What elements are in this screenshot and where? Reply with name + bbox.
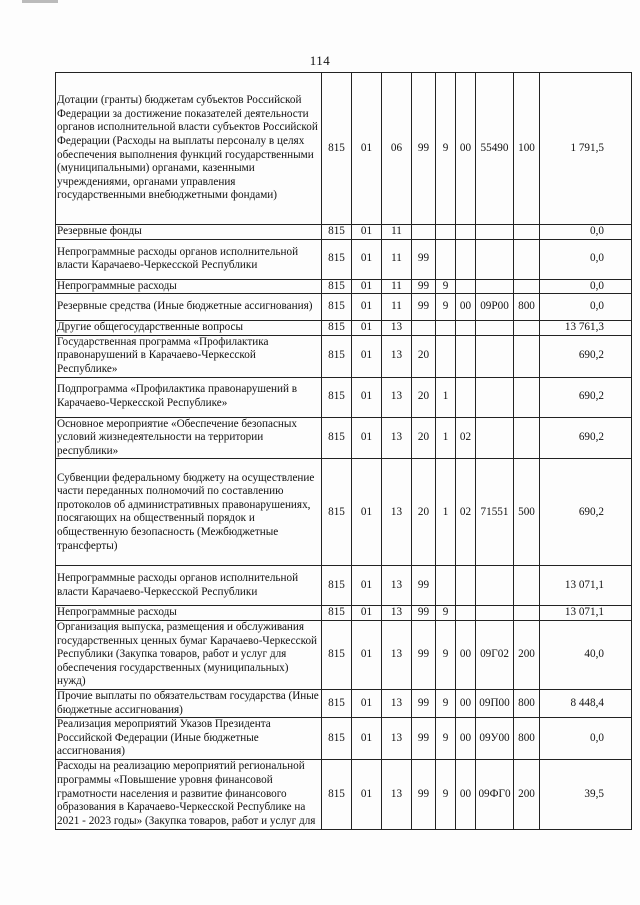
amount-cell: 0,0 (540, 239, 632, 279)
gov-code-cell: 815 (322, 239, 352, 279)
subprogram-cell: 9 (436, 620, 456, 689)
row-name: Резервные средства (Иные бюджетные ассигнования) (56, 294, 322, 321)
direction-cell (476, 566, 514, 606)
scan-mark (22, 0, 58, 3)
section-cell: 01 (352, 377, 382, 417)
subprogram-cell: 1 (436, 459, 456, 566)
subsection-cell: 13 (382, 459, 412, 566)
subsection-cell: 13 (382, 606, 412, 621)
subprogram-cell: 9 (436, 294, 456, 321)
subprogram-cell: 9 (436, 73, 456, 225)
section-cell: 01 (352, 225, 382, 240)
expense-type-cell: 800 (514, 689, 540, 717)
event-cell: 00 (456, 718, 476, 760)
page-number: 114 (309, 53, 331, 68)
direction-cell (476, 335, 514, 377)
event-cell: 00 (456, 73, 476, 225)
program-cell: 99 (412, 279, 436, 294)
event-cell: 02 (456, 417, 476, 459)
section-cell: 01 (352, 279, 382, 294)
amount-cell: 1 791,5 (540, 73, 632, 225)
amount-cell: 690,2 (540, 459, 632, 566)
subsection-cell: 11 (382, 239, 412, 279)
row-name: Непрограммные расходы органов исполнительной власти Карачаево-Черкесской Республики (56, 566, 322, 606)
amount-cell: 13 071,1 (540, 606, 632, 621)
table-row (56, 335, 632, 377)
expense-type-cell: 800 (514, 294, 540, 321)
amount-cell: 0,0 (540, 279, 632, 294)
row-name: Организация выпуска, размещения и обслуживания государственных ценных бумаг Карачаево-Черкесской Республики (Закупка товаров, работ и услуг для обеспечения государственных (муниципальных) нужд) (56, 620, 322, 689)
expense-type-cell (514, 606, 540, 621)
subsection-cell: 13 (382, 759, 412, 829)
subprogram-cell: 9 (436, 606, 456, 621)
subsection-cell: 06 (382, 73, 412, 225)
table-row (56, 566, 632, 606)
event-cell: 00 (456, 620, 476, 689)
direction-cell: 09У00 (476, 718, 514, 760)
event-cell (456, 606, 476, 621)
direction-cell: 09Г02 (476, 620, 514, 689)
expense-type-cell: 100 (514, 73, 540, 225)
gov-code-cell: 815 (322, 689, 352, 717)
subprogram-cell (436, 566, 456, 606)
direction-cell: 09Р00 (476, 294, 514, 321)
program-cell: 99 (412, 718, 436, 760)
row-name: Дотации (гранты) бюджетам субъектов Российской Федерации за достижение показателей деятельности органов исполнительной власти субъектов Российской Федерации (Расходы на выплаты персоналу в целях обеспечения выполнения функций государственными (муниципальными) органами, казенными учреждениями, органами управления государственными внебюджетными фондами) (56, 73, 322, 225)
table-row (56, 718, 632, 760)
amount-cell: 690,2 (540, 335, 632, 377)
direction-cell (476, 417, 514, 459)
section-cell: 01 (352, 239, 382, 279)
amount-cell: 690,2 (540, 417, 632, 459)
gov-code-cell: 815 (322, 225, 352, 240)
program-cell: 99 (412, 294, 436, 321)
amount-cell: 0,0 (540, 225, 632, 240)
subprogram-cell (436, 321, 456, 336)
subprogram-cell (436, 225, 456, 240)
table-row (56, 279, 632, 294)
program-cell: 99 (412, 759, 436, 829)
event-cell (456, 279, 476, 294)
section-cell: 01 (352, 620, 382, 689)
direction-cell: 55490 (476, 73, 514, 225)
section-cell: 01 (352, 73, 382, 225)
subsection-cell: 13 (382, 718, 412, 760)
subsection-cell: 13 (382, 417, 412, 459)
row-name: Прочие выплаты по обязательствам государства (Иные бюджетные ассигнования) (56, 689, 322, 717)
expense-type-cell: 500 (514, 459, 540, 566)
program-cell: 99 (412, 566, 436, 606)
amount-cell: 0,0 (540, 718, 632, 760)
direction-cell (476, 321, 514, 336)
expense-type-cell (514, 239, 540, 279)
direction-cell (476, 239, 514, 279)
event-cell: 00 (456, 294, 476, 321)
gov-code-cell: 815 (322, 759, 352, 829)
gov-code-cell: 815 (322, 606, 352, 621)
section-cell: 01 (352, 689, 382, 717)
event-cell (456, 335, 476, 377)
expense-type-cell (514, 566, 540, 606)
subprogram-cell: 1 (436, 417, 456, 459)
expense-type-cell: 200 (514, 620, 540, 689)
gov-code-cell: 815 (322, 459, 352, 566)
subprogram-cell: 9 (436, 718, 456, 760)
subprogram-cell: 9 (436, 689, 456, 717)
program-cell: 99 (412, 620, 436, 689)
event-cell (456, 225, 476, 240)
subprogram-cell: 9 (436, 759, 456, 829)
row-name: Реализация мероприятий Указов Президента Российской Федерации (Иные бюджетные ассигнования) (56, 718, 322, 760)
subprogram-cell: 1 (436, 377, 456, 417)
amount-cell: 690,2 (540, 377, 632, 417)
gov-code-cell: 815 (322, 718, 352, 760)
event-cell (456, 321, 476, 336)
row-name: Непрограммные расходы (56, 606, 322, 621)
direction-cell: 71551 (476, 459, 514, 566)
program-cell: 20 (412, 417, 436, 459)
event-cell: 00 (456, 759, 476, 829)
program-cell (412, 225, 436, 240)
amount-cell: 8 448,4 (540, 689, 632, 717)
gov-code-cell: 815 (322, 73, 352, 225)
amount-cell: 13 071,1 (540, 566, 632, 606)
gov-code-cell: 815 (322, 377, 352, 417)
gov-code-cell: 815 (322, 335, 352, 377)
table-row (56, 459, 632, 566)
table-row (56, 321, 632, 336)
program-cell: 20 (412, 335, 436, 377)
event-cell (456, 377, 476, 417)
section-cell: 01 (352, 335, 382, 377)
gov-code-cell: 815 (322, 417, 352, 459)
direction-cell: 09ФГ0 (476, 759, 514, 829)
table-row (56, 620, 632, 689)
section-cell: 01 (352, 718, 382, 760)
table-row (56, 239, 632, 279)
gov-code-cell: 815 (322, 620, 352, 689)
subsection-cell: 13 (382, 377, 412, 417)
subsection-cell: 13 (382, 620, 412, 689)
section-cell: 01 (352, 321, 382, 336)
gov-code-cell: 815 (322, 321, 352, 336)
event-cell: 00 (456, 689, 476, 717)
subsection-cell: 13 (382, 689, 412, 717)
program-cell: 99 (412, 606, 436, 621)
section-cell: 01 (352, 759, 382, 829)
section-cell: 01 (352, 294, 382, 321)
table-row (56, 294, 632, 321)
expense-type-cell (514, 335, 540, 377)
row-name: Расходы на реализацию мероприятий региональной программы «Повышение уровня финансовой грамотности населения и развитие финансового образования в Карачаево-Черкесской Республике на 2021 - 2023 годы» (Закупка товаров, работ и услуг для (56, 759, 322, 829)
row-name: Другие общегосударственные вопросы (56, 321, 322, 336)
section-cell: 01 (352, 566, 382, 606)
subsection-cell: 13 (382, 335, 412, 377)
section-cell: 01 (352, 459, 382, 566)
row-name: Государственная программа «Профилактика правонарушений в Карачаево-Черкесской Республике» (56, 335, 322, 377)
expense-type-cell (514, 417, 540, 459)
direction-cell (476, 225, 514, 240)
row-name: Субвенции федеральному бюджету на осуществление части переданных полномочий по составлению протоколов об административных правонарушениях, посягающих на общественный порядок и общественную безопасность (Межбюджетные трансферты) (56, 459, 322, 566)
subprogram-cell (436, 335, 456, 377)
table-row (56, 73, 632, 225)
program-cell (412, 321, 436, 336)
row-name: Подпрограмма «Профилактика правонарушений в Карачаево-Черкесской Республике» (56, 377, 322, 417)
event-cell: 02 (456, 459, 476, 566)
program-cell: 99 (412, 73, 436, 225)
table-row (56, 225, 632, 240)
event-cell (456, 566, 476, 606)
expense-type-cell (514, 321, 540, 336)
direction-cell: 09П00 (476, 689, 514, 717)
table-row (56, 606, 632, 621)
direction-cell (476, 279, 514, 294)
table-row (56, 417, 632, 459)
gov-code-cell: 815 (322, 279, 352, 294)
subprogram-cell (436, 239, 456, 279)
amount-cell: 0,0 (540, 294, 632, 321)
row-name: Непрограммные расходы органов исполнительной власти Карачаево-Черкесской Республики (56, 239, 322, 279)
budget-table (55, 72, 632, 830)
subsection-cell: 11 (382, 225, 412, 240)
amount-cell: 40,0 (540, 620, 632, 689)
program-cell: 99 (412, 239, 436, 279)
expense-type-cell (514, 225, 540, 240)
table-row (56, 759, 632, 829)
subsection-cell: 13 (382, 321, 412, 336)
program-cell: 99 (412, 689, 436, 717)
amount-cell: 39,5 (540, 759, 632, 829)
expense-type-cell: 200 (514, 759, 540, 829)
gov-code-cell: 815 (322, 566, 352, 606)
subsection-cell: 11 (382, 279, 412, 294)
program-cell: 20 (412, 459, 436, 566)
section-cell: 01 (352, 417, 382, 459)
row-name: Резервные фонды (56, 225, 322, 240)
direction-cell (476, 377, 514, 417)
amount-cell: 13 761,3 (540, 321, 632, 336)
subsection-cell: 13 (382, 566, 412, 606)
section-cell: 01 (352, 606, 382, 621)
subprogram-cell: 9 (436, 279, 456, 294)
table-row (56, 689, 632, 717)
row-name: Основное мероприятие «Обеспечение безопасных условий жизнедеятельности на территории республики» (56, 417, 322, 459)
subsection-cell: 11 (382, 294, 412, 321)
expense-type-cell: 800 (514, 718, 540, 760)
expense-type-cell (514, 279, 540, 294)
table-row (56, 377, 632, 417)
row-name: Непрограммные расходы (56, 279, 322, 294)
direction-cell (476, 606, 514, 621)
expense-type-cell (514, 377, 540, 417)
program-cell: 20 (412, 377, 436, 417)
event-cell (456, 239, 476, 279)
gov-code-cell: 815 (322, 294, 352, 321)
